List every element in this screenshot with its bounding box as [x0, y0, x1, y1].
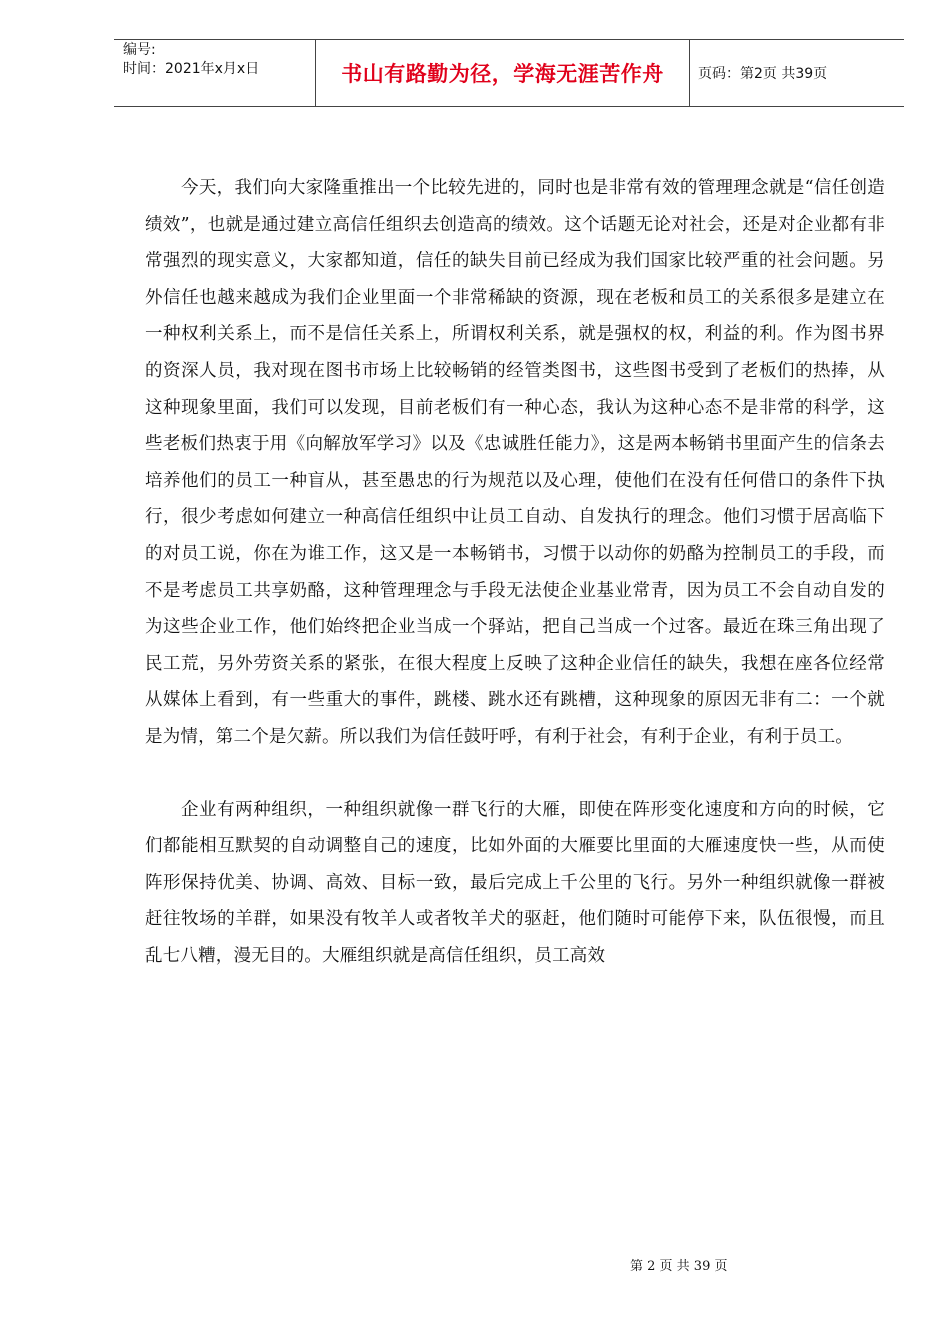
page-footer: 第 2 页 共 39 页: [630, 1259, 728, 1274]
header-meta-cell: [114, 40, 316, 106]
header-page-cell: [690, 40, 904, 106]
paragraph-1: 今天，我们向大家隆重推出一个比较先进的，同时也是非常有效的管理理念就是“信任创造绩效”，也就是通过建立高信任组织去创造高的绩效。这个话题无论对社会，还是对企业都有非常强烈的现实意义，大家都知道，信任的缺失目前已经成为我们国家比较严重的社会问题。另外信任也越来越成为我们企业里面一个非常稀缺的资源，现在老板和员工的关系很多是建立在一种权利关系上，而不是信任关系上，所谓权利关系，就是强权的权，利益的利。作为图书界的资深人员，我对现在图书市场上比较畅销的经管类图书，这些图书受到了老板们的热捧，从这种现象里面，我们可以发现，目前老板们有一种心态，我认为这种心态不是非常的科学，这些老板们热衷于用《向解放军学习》以及《忠诚胜任能力》，这是两本畅销书里面产生的信条去培养他们的员工一种盲从，甚至愚忠的行为规范以及心理，使他们在没有任何借口的条件下执行，很少考虑如何建立一种高信任组织中让员工自动、自发执行的理念。他们习惯于居高临下的对员工说，你在为谁工作，这又是一本畅销书，习惯于以动你的奶酪为控制员工的手段，而不是考虑员工共享奶酪，这种管理理念与手段无法使企业基业常青，因为员工不会自动自发的为这些企业工作，他们始终把企业当成一个驿站，把自己当成一个过客。最近在珠三角出现了民工荒，另外劳资关系的紧张，在很大程度上反映了这种企业信任的缺失，我想在座各位经常从媒体上看到，有一些重大的事件，跳楼、跳水还有跳槽，这种现象的原因无非有二：一个就是为情，第二个是欠薪。所以我们为信任鼓吁呼，有利于社会，有利于企业，有利于员工。: [145, 178, 885, 747]
number-label: 编号:: [123, 42, 156, 58]
document-body: [145, 170, 885, 974]
paragraph-2: 企业有两种组织，一种组织就像一群飞行的大雁，即使在阵形变化速度和方向的时候，它们都能相互默契的自动调整自己的速度，比如外面的大雁要比里面的大雁速度快一些，从而使阵形保持优美、协调、高效、目标一致，最后完成上千公里的飞行。另外一种组织就像一群被赶往牧场的羊群，如果没有牧羊人或者牧羊犬的驱赶，他们随时可能停下来，队伍很慢，而且乱七八糟，漫无目的。大雁组织就是高信任组织，员工高效: [145, 799, 885, 966]
page-label: 页码：第2页 共39页: [698, 66, 828, 82]
header-motto-cell: [316, 40, 690, 106]
document-header: [114, 39, 904, 107]
time-label: 时间：2021年x月x日: [123, 61, 260, 77]
motto-text: 书山有路勤为径，学海无涯苦作舟: [341, 62, 664, 86]
